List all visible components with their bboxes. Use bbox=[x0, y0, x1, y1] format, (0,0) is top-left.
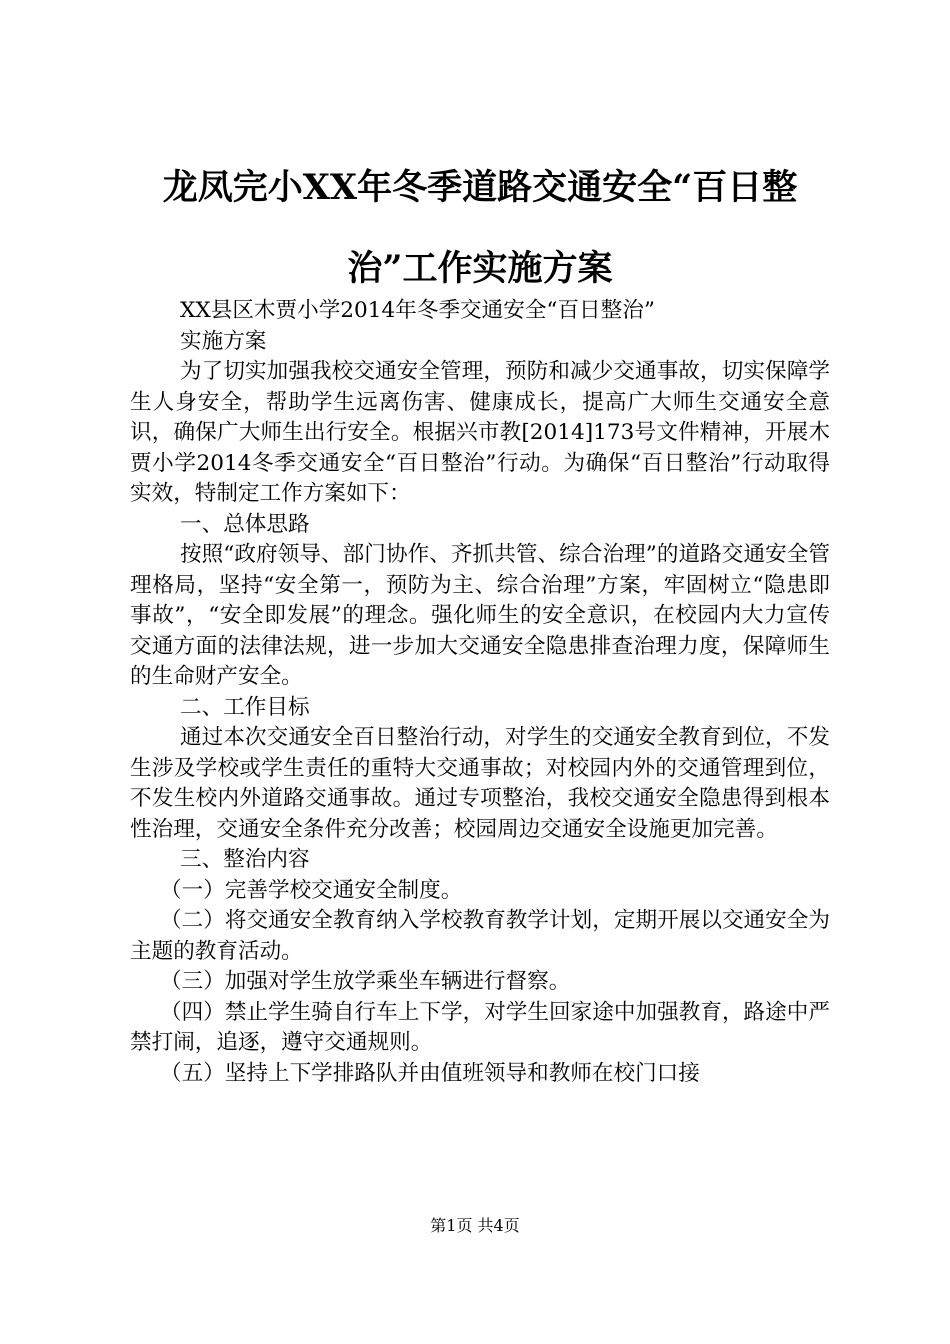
list-item: （一）完善学校交通安全制度。 bbox=[160, 877, 463, 903]
section-2-heading: 二、工作目标 bbox=[180, 694, 310, 720]
intro-paragraph: 为了切实加强我校交通安全管理，预防和减少交通事故，切实保障学生人身安全，帮助学生远离伤害、健康成长，提高广大师生交通安全意识，确保广大师生出行安全。根据兴市教[2014]173号文件精神，开展木贾小学2014冬季交通安全“百日整治”行动。为确保“百日整治”行动取得实效，特制定工作方案如下： bbox=[130, 359, 830, 506]
section-2-paragraph: 通过本次交通安全百日整治行动，对学生的交通安全教育到位，不发生涉及学校或学生责任的重特大交通事故；对校园内外的交通管理到位，不发生校内外道路交通事故。通过专项整治，我校交通安全隐患得到根本性治理，交通安全条件充分改善；校园周边交通安全设施更加完善。 bbox=[130, 725, 830, 842]
document-body bbox=[130, 296, 830, 1089]
subtitle-line-2: 实施方案 bbox=[180, 328, 267, 354]
section-1-heading: 一、总体思路 bbox=[180, 511, 310, 537]
list-item: （五）坚持上下学排路队并由值班领导和教师在校门口接 bbox=[160, 1060, 700, 1086]
list-item: （四）禁止学生骑自行车上下学，对学生回家途中加强教育，路途中严禁打闹，追逐，遵守交通规则。 bbox=[130, 999, 830, 1055]
section-3-heading: 三、整治内容 bbox=[180, 847, 310, 872]
document-subtitle bbox=[130, 296, 830, 357]
section-1-paragraph: 按照“政府领导、部门协作、齐抓共管、综合治理”的道路交通安全管理格局，坚持“安全第一，预防为主、综合治理”方案，牢固树立“隐患即事故”，“安全即发展”的理念。强化师生的安全意识，在校园内大力宣传交通方面的法律法规，进一步加大交通安全隐患排查治理力度，保障师生的生命财产安全。 bbox=[130, 542, 830, 689]
subtitle-line-1: XX县区木贾小学2014年冬季交通安全“百日整治” bbox=[180, 298, 655, 323]
list-item: （二）将交通安全教育纳入学校教育教学计划，定期开展以交通安全为主题的教育活动。 bbox=[130, 908, 830, 964]
list-item: （三）加强对学生放学乘坐车辆进行督察。 bbox=[160, 969, 571, 994]
document-title-line-2: 治”工作实施方案 bbox=[347, 248, 613, 289]
page-number-footer: 第1页 共4页 bbox=[430, 1216, 520, 1235]
document-title-line-1: 龙凤完小XX年冬季道路交通安全“百日整 bbox=[162, 167, 798, 208]
